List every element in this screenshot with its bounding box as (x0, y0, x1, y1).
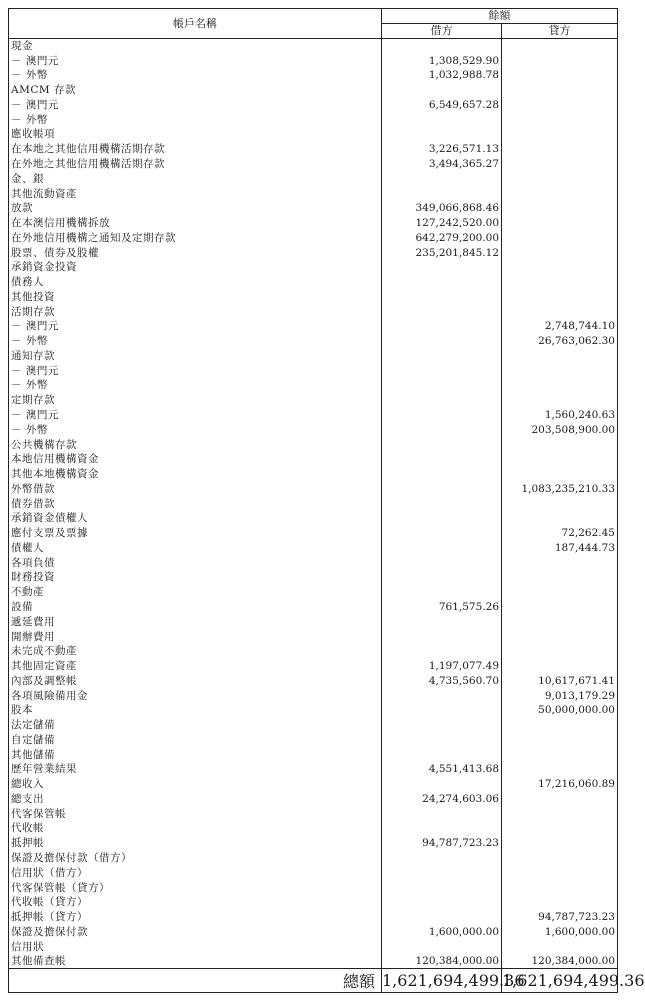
credit-value: 50,000,000.00 (502, 703, 618, 718)
account-label: 應收帳項 (9, 127, 382, 142)
debit-value (382, 319, 502, 334)
debit-value: 1,197,077.49 (382, 659, 502, 674)
debit-value: 235,201,845.12 (382, 245, 502, 260)
table-row (9, 910, 618, 925)
account-label: 信用狀（借方） (9, 865, 382, 880)
debit-value (382, 349, 502, 364)
table-row (9, 275, 618, 290)
credit-value (502, 496, 618, 511)
account-label: 在本澳信用機構拆放 (9, 216, 382, 231)
table-row (9, 821, 618, 836)
debit-value (382, 186, 502, 201)
debit-value (382, 718, 502, 733)
table-row (9, 186, 618, 201)
account-label: 各項負債 (9, 555, 382, 570)
account-label: － 外幣 (9, 422, 382, 437)
debit-value (382, 747, 502, 762)
debit-value (382, 290, 502, 305)
trial-balance-table (8, 8, 645, 993)
table-row (9, 511, 618, 526)
credit-value (502, 570, 618, 585)
table-row (9, 585, 618, 600)
trial-balance-sheet (8, 8, 645, 995)
debit-value (382, 895, 502, 910)
account-label: 開辦費用 (9, 629, 382, 644)
credit-value (502, 230, 618, 245)
account-label: － 澳門元 (9, 53, 382, 68)
table-row (9, 555, 618, 570)
account-label: 其他備查帳 (9, 954, 382, 969)
table-row (9, 703, 618, 718)
account-label: 應付支票及票據 (9, 526, 382, 541)
credit-value (502, 747, 618, 762)
table-row (9, 762, 618, 777)
account-label: 其他本地機構資金 (9, 467, 382, 482)
credit-value (502, 806, 618, 821)
table-body (9, 39, 618, 969)
total-label: 總額 (9, 969, 382, 993)
table-row (9, 718, 618, 733)
credit-value (502, 821, 618, 836)
account-label: 總收入 (9, 777, 382, 792)
account-label: 現金 (9, 39, 382, 54)
debit-value (382, 939, 502, 954)
account-label: 保證及擔保付款 (9, 924, 382, 939)
credit-value (502, 511, 618, 526)
account-label: 抵押帳 (9, 836, 382, 851)
account-label: 信用狀 (9, 939, 382, 954)
account-label: － 澳門元 (9, 98, 382, 113)
table-row (9, 230, 618, 245)
debit-value (382, 112, 502, 127)
debit-value (382, 408, 502, 423)
debit-value (382, 644, 502, 659)
debit-value (382, 260, 502, 275)
debit-value: 1,032,988.78 (382, 68, 502, 83)
debit-value (382, 629, 502, 644)
table-row (9, 496, 618, 511)
debit-value (382, 437, 502, 452)
table-row (9, 939, 618, 954)
table-row (9, 437, 618, 452)
table-row (9, 526, 618, 541)
table-row (9, 600, 618, 615)
debit-value: 6,549,657.28 (382, 98, 502, 113)
credit-value (502, 98, 618, 113)
credit-value (502, 112, 618, 127)
table-row (9, 895, 618, 910)
table-row (9, 541, 618, 556)
account-label: － 澳門元 (9, 319, 382, 334)
account-label: 本地信用機構資金 (9, 452, 382, 467)
credit-value (502, 467, 618, 482)
debit-value (382, 880, 502, 895)
table-row (9, 260, 618, 275)
debit-value (382, 732, 502, 747)
credit-value: 2,748,744.10 (502, 319, 618, 334)
debit-value (382, 865, 502, 880)
credit-value (502, 201, 618, 216)
credit-value (502, 275, 618, 290)
credit-value (502, 880, 618, 895)
debit-value (382, 481, 502, 496)
table-row (9, 673, 618, 688)
table-row (9, 304, 618, 319)
account-label: 在外地信用機構之通知及定期存款 (9, 230, 382, 245)
account-label: 其他流動資產 (9, 186, 382, 201)
credit-value: 187,444.73 (502, 541, 618, 556)
credit-value (502, 245, 618, 260)
debit-value: 3,226,571.13 (382, 142, 502, 157)
table-row (9, 924, 618, 939)
debit-value: 1,308,529.90 (382, 53, 502, 68)
account-label: － 外幣 (9, 112, 382, 127)
credit-value: 10,617,671.41 (502, 673, 618, 688)
total-row (9, 969, 618, 993)
credit-value: 72,262.45 (502, 526, 618, 541)
table-row (9, 408, 618, 423)
debit-value: 94,787,723.23 (382, 836, 502, 851)
credit-value (502, 585, 618, 600)
credit-value (502, 290, 618, 305)
credit-value (502, 895, 618, 910)
table-row (9, 98, 618, 113)
account-label: 遞延費用 (9, 614, 382, 629)
table-row (9, 39, 618, 54)
account-label: 內部及調整帳 (9, 673, 382, 688)
debit-value (382, 614, 502, 629)
credit-value (502, 216, 618, 231)
credit-value (502, 393, 618, 408)
debit-value: 4,735,560.70 (382, 673, 502, 688)
account-label: － 外幣 (9, 334, 382, 349)
account-label: 通知存款 (9, 349, 382, 364)
table-row (9, 777, 618, 792)
debit-value (382, 467, 502, 482)
debit-value (382, 334, 502, 349)
debit-value (382, 688, 502, 703)
table-row (9, 688, 618, 703)
debit-value (382, 526, 502, 541)
credit-value (502, 732, 618, 747)
credit-value: 1,560,240.63 (502, 408, 618, 423)
account-label: 總支出 (9, 792, 382, 807)
credit-value (502, 600, 618, 615)
credit-value (502, 68, 618, 83)
debit-value: 4,551,413.68 (382, 762, 502, 777)
debit-value (382, 378, 502, 393)
account-label: 不動產 (9, 585, 382, 600)
credit-value: 94,787,723.23 (502, 910, 618, 925)
credit-value (502, 644, 618, 659)
table-row (9, 363, 618, 378)
table-row (9, 467, 618, 482)
account-name-header: 帳戶名稱 (9, 9, 382, 39)
credit-value: 203,508,900.00 (502, 422, 618, 437)
table-row (9, 570, 618, 585)
account-label: － 外幣 (9, 68, 382, 83)
account-label: － 外幣 (9, 378, 382, 393)
credit-value (502, 127, 618, 142)
debit-value (382, 275, 502, 290)
credit-value (502, 260, 618, 275)
account-label: 外幣借款 (9, 481, 382, 496)
credit-value (502, 157, 618, 172)
table-row (9, 644, 618, 659)
table-row (9, 732, 618, 747)
debit-value: 120,384,000.00 (382, 954, 502, 969)
account-label: 其他投資 (9, 290, 382, 305)
credit-value (502, 762, 618, 777)
debit-value (382, 703, 502, 718)
credit-value (502, 186, 618, 201)
credit-value (502, 378, 618, 393)
table-row (9, 614, 618, 629)
debit-value (382, 304, 502, 319)
table-row (9, 851, 618, 866)
account-label: 抵押帳（貸方） (9, 910, 382, 925)
debit-value (382, 496, 502, 511)
credit-value (502, 792, 618, 807)
account-label: 歷年營業結果 (9, 762, 382, 777)
table-row (9, 806, 618, 821)
debit-value (382, 83, 502, 98)
table-row (9, 290, 618, 305)
account-label: 承銷資金債權人 (9, 511, 382, 526)
account-label: 法定儲備 (9, 718, 382, 733)
debit-value: 642,279,200.00 (382, 230, 502, 245)
debit-value (382, 363, 502, 378)
debit-value (382, 511, 502, 526)
table-row (9, 142, 618, 157)
account-label: 公共機構存款 (9, 437, 382, 452)
account-label: 定期存款 (9, 393, 382, 408)
table-row (9, 481, 618, 496)
balance-header: 餘額 (382, 9, 618, 24)
account-label: 債務人 (9, 275, 382, 290)
account-label: 在本地之其他信用機構活期存款 (9, 142, 382, 157)
credit-value (502, 304, 618, 319)
table-row (9, 865, 618, 880)
table-row (9, 127, 618, 142)
table-row (9, 171, 618, 186)
table-row (9, 629, 618, 644)
debit-value (382, 555, 502, 570)
table-row (9, 201, 618, 216)
table-row (9, 422, 618, 437)
debit-value: 761,575.26 (382, 600, 502, 615)
table-row (9, 112, 618, 127)
table-row (9, 452, 618, 467)
debit-value: 349,066,868.46 (382, 201, 502, 216)
debit-value: 24,274,603.06 (382, 792, 502, 807)
debit-value (382, 452, 502, 467)
account-label: 保證及擔保付款（借方） (9, 851, 382, 866)
debit-value: 1,600,000.00 (382, 924, 502, 939)
account-label: 代客保管帳（貸方） (9, 880, 382, 895)
debit-value (382, 39, 502, 54)
table-row (9, 880, 618, 895)
account-label: 代收帳（貸方） (9, 895, 382, 910)
account-label: － 澳門元 (9, 363, 382, 378)
table-row (9, 378, 618, 393)
credit-value (502, 437, 618, 452)
credit-value (502, 452, 618, 467)
table-row (9, 245, 618, 260)
account-label: 設備 (9, 600, 382, 615)
credit-value (502, 363, 618, 378)
debit-value (382, 777, 502, 792)
account-label: AMCM 存款 (9, 83, 382, 98)
credit-value: 9,013,179.29 (502, 688, 618, 703)
debit-value (382, 585, 502, 600)
table-row (9, 319, 618, 334)
debit-value (382, 171, 502, 186)
total-credit: 1,621,694,499.36 (502, 969, 618, 993)
credit-value (502, 171, 618, 186)
debit-value (382, 910, 502, 925)
debit-value (382, 570, 502, 585)
account-label: 其他固定資產 (9, 659, 382, 674)
debit-value (382, 127, 502, 142)
debit-value (382, 806, 502, 821)
account-label: 債權人 (9, 541, 382, 556)
table-row (9, 334, 618, 349)
account-label: 其他儲備 (9, 747, 382, 762)
debit-value (382, 851, 502, 866)
credit-value (502, 39, 618, 54)
table-row (9, 349, 618, 364)
account-label: 各項風險備用金 (9, 688, 382, 703)
table-row (9, 747, 618, 762)
account-label: 在外地之其他信用機構活期存款 (9, 157, 382, 172)
debit-value (382, 821, 502, 836)
table-row (9, 157, 618, 172)
account-label: 債券借款 (9, 496, 382, 511)
account-label: 代客保管帳 (9, 806, 382, 821)
credit-value (502, 851, 618, 866)
credit-value (502, 614, 618, 629)
credit-value: 26,763,062.30 (502, 334, 618, 349)
credit-header: 貸方 (502, 24, 618, 39)
debit-value (382, 541, 502, 556)
account-label: 代收帳 (9, 821, 382, 836)
account-label: － 澳門元 (9, 408, 382, 423)
credit-value (502, 836, 618, 851)
credit-value (502, 629, 618, 644)
credit-value (502, 555, 618, 570)
account-label: 股票、債券及股權 (9, 245, 382, 260)
debit-value (382, 393, 502, 408)
table-row (9, 216, 618, 231)
debit-header: 借方 (382, 24, 502, 39)
table-row (9, 393, 618, 408)
credit-value: 1,083,235,210.33 (502, 481, 618, 496)
credit-value (502, 53, 618, 68)
table-row (9, 83, 618, 98)
total-debit: 1,621,694,499.36 (382, 969, 502, 993)
credit-value (502, 142, 618, 157)
credit-value (502, 939, 618, 954)
table-row (9, 68, 618, 83)
table-row (9, 836, 618, 851)
credit-value: 120,384,000.00 (502, 954, 618, 969)
table-row (9, 53, 618, 68)
table-row (9, 659, 618, 674)
credit-value (502, 718, 618, 733)
table-row (9, 792, 618, 807)
account-label: 活期存款 (9, 304, 382, 319)
account-label: 金、銀 (9, 171, 382, 186)
credit-value (502, 349, 618, 364)
debit-value (382, 422, 502, 437)
credit-value (502, 865, 618, 880)
debit-value: 127,242,520.00 (382, 216, 502, 231)
debit-value: 3,494,365.27 (382, 157, 502, 172)
account-label: 財務投資 (9, 570, 382, 585)
credit-value: 17,216,060.89 (502, 777, 618, 792)
credit-value: 1,600,000.00 (502, 924, 618, 939)
account-label: 自定儲備 (9, 732, 382, 747)
account-label: 放款 (9, 201, 382, 216)
account-label: 未完成不動產 (9, 644, 382, 659)
table-row (9, 954, 618, 969)
account-label: 承銷資金投資 (9, 260, 382, 275)
credit-value (502, 83, 618, 98)
credit-value (502, 659, 618, 674)
account-label: 股本 (9, 703, 382, 718)
